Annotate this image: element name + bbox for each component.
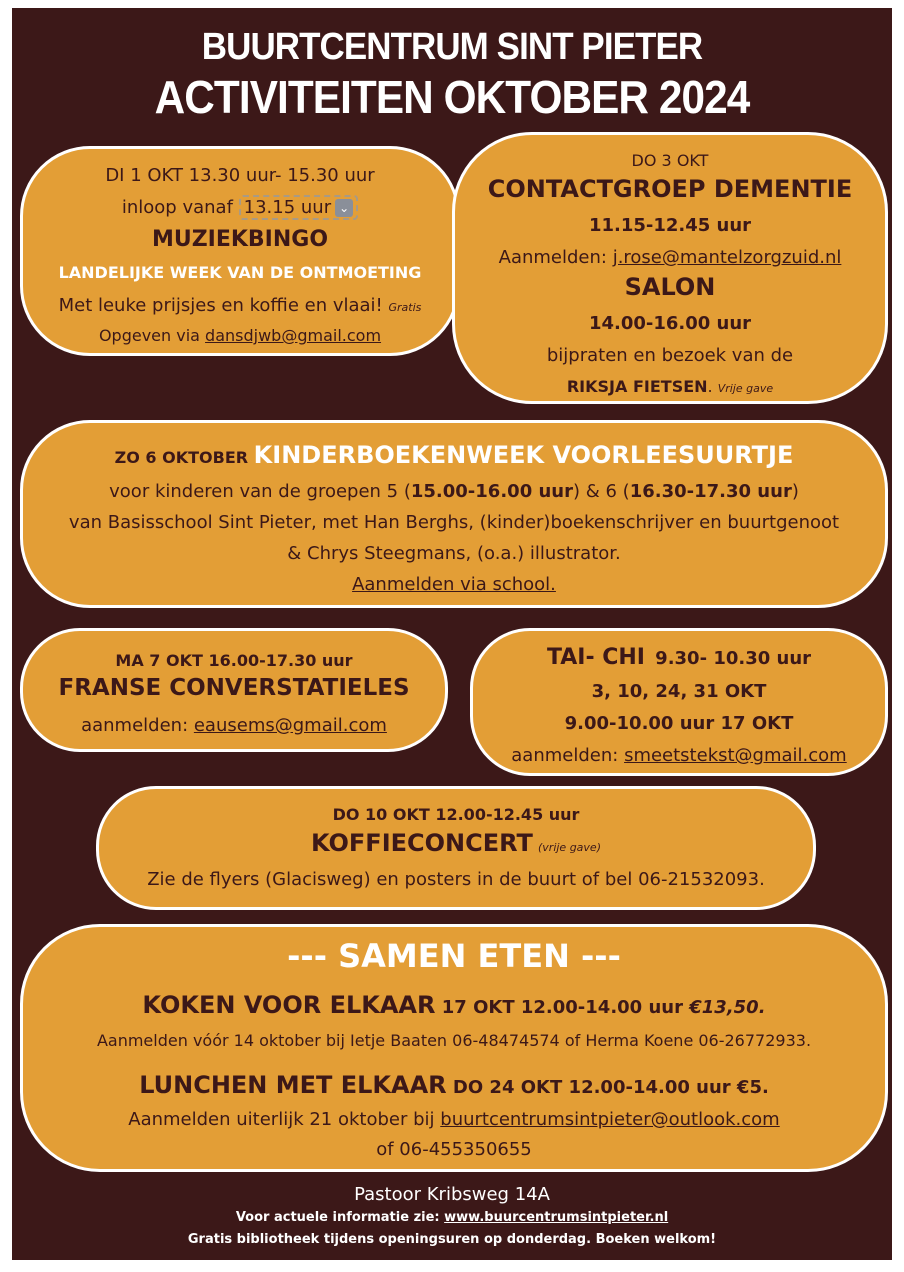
event-description: bijpraten en bezoek van de: [546, 345, 794, 366]
email-link[interactable]: j.rose@mantelzorgzuid.nl: [612, 247, 842, 268]
event-tai-chi: [470, 628, 888, 776]
signup-line: [455, 247, 885, 268]
koken-line: [23, 991, 885, 1019]
event-header-line: [99, 829, 813, 857]
event-kinderboekenweek: [20, 420, 888, 608]
header-title: BUURTCENTRUM SINT PIETER: [201, 26, 703, 68]
event-date: ZO 6 OKTOBER: [114, 448, 254, 467]
email-link[interactable]: eausems@gmail.com: [193, 715, 387, 736]
koken-time: 17 OKT 12.00-14.00 uur: [435, 997, 690, 1018]
event-franse-les: [20, 628, 448, 752]
signup-label: aanmelden:: [511, 745, 625, 766]
footer-info: [0, 1210, 904, 1225]
event-date: DO 10 OKT 12.00-12.45 uur: [332, 805, 580, 824]
school-line: van Basisschool Sint Pieter, met Han Berghs, (kinder)boekenschrijver en buurtgenoot: [68, 512, 840, 533]
event-title: FRANSE CONVERSTATIELES: [58, 675, 410, 701]
lunch-time: DO 24 OKT 12.00-14.00 uur €5.: [446, 1077, 769, 1098]
website-link[interactable]: www.buurcentrumsintpieter.nl: [444, 1210, 669, 1225]
event-title: TAI- CHI: [546, 645, 645, 670]
event-title-2: SALON: [624, 273, 716, 301]
signup-line: [23, 715, 445, 736]
lunch-signup-label: Aanmelden uiterlijk 21 oktober bij: [128, 1109, 441, 1130]
event-koffieconcert: [96, 786, 816, 910]
signup-label: aanmelden:: [81, 715, 194, 736]
event-days: 3, 10, 24, 31 OKT: [591, 681, 767, 702]
signup-line: [473, 745, 885, 766]
signup-label: Opgeven via: [98, 326, 206, 345]
event-header-line: [23, 441, 885, 469]
header-subtitle: ACTIVITEITEN OKTOBER 2024: [154, 71, 750, 123]
event-description: Zie de flyers (Glacisweg) en posters in de buurt of bel 06-21532093.: [147, 869, 765, 890]
event-date: DI 1 OKT 13.30 uur- 15.30 uur: [105, 165, 375, 186]
inloop-line: [23, 197, 457, 218]
dot: .: [707, 377, 718, 396]
signup-link[interactable]: Aanmelden via school.: [352, 574, 556, 595]
email-link[interactable]: smeetstekst@gmail.com: [624, 745, 847, 766]
event-title: KINDERBOEKENWEEK VOORLEESUURTJE: [253, 441, 794, 469]
event-title: CONTACTGROEP DEMENTIE: [487, 175, 853, 203]
footer-address: Pastoor Kribsweg 14A: [354, 1184, 550, 1205]
lunch-phone: of 06-455350655: [376, 1139, 532, 1160]
lunch-line: [23, 1071, 885, 1099]
event-time: 11.15-12.45 uur: [588, 215, 752, 236]
inloop-label: inloop vanaf: [121, 197, 239, 218]
event-title: MUZIEKBINGO: [151, 227, 329, 252]
koken-price: €13,50.: [689, 997, 766, 1018]
chevron-down-icon[interactable]: ⌄: [335, 199, 353, 217]
description-text: Met leuke prijsjes en koffie en vlaai!: [58, 295, 383, 316]
event-subtitle: LANDELIJKE WEEK VAN DE ONTMOETING: [58, 263, 422, 282]
event-date: MA 7 OKT 16.00-17.30 uur: [115, 651, 353, 670]
koken-title: KOKEN VOOR ELKAAR: [142, 991, 436, 1019]
signup-label: Aanmelden:: [498, 247, 613, 268]
illustrator-line: & Chrys Steegmans, (o.a.) illustrator.: [287, 543, 621, 564]
koken-signup: Aanmelden vóór 14 oktober bij Ietje Baaten 06-48474574 of Herma Koene 06-26772933.: [96, 1031, 812, 1050]
lunch-signup: [23, 1109, 885, 1130]
email-link[interactable]: dansdjwb@gmail.com: [205, 326, 382, 345]
inloop-time: 13.15 uur: [243, 197, 332, 218]
groups-line: voor kinderen van de groepen 5 (15.00-16.00 uur) & 6 (16.30-17.30 uur): [109, 481, 799, 502]
event-title: KOFFIECONCERT: [310, 829, 533, 857]
lunch-title: LUNCHEN MET ELKAAR: [139, 1071, 447, 1099]
signup-line: [23, 326, 457, 345]
event-contactgroep: [452, 132, 888, 404]
info-label: Voor actuele informatie zie:: [235, 1210, 445, 1225]
footer-library: Gratis bibliotheek tijdens openingsuren op donderdag. Boeken welkom!: [187, 1232, 717, 1247]
vrije-gave-label: Vrije gave: [717, 382, 774, 395]
event-description: [23, 295, 457, 316]
riksja-line: [455, 377, 885, 396]
riksja-label: RIKSJA FIETSEN: [566, 377, 708, 396]
email-link[interactable]: buurtcentrumsintpieter@outlook.com: [440, 1109, 780, 1130]
time-dropdown[interactable]: [239, 195, 358, 220]
event-time: 9.30- 10.30 uur: [655, 648, 812, 669]
vrije-gave-label: (vrije gave): [538, 841, 601, 854]
event-time-2: 9.00-10.00 uur 17 OKT: [564, 713, 794, 734]
event-header-line: [473, 645, 885, 670]
event-date: DO 3 OKT: [631, 151, 709, 170]
gratis-label: Gratis: [388, 301, 422, 314]
event-title: --- SAMEN ETEN ---: [287, 937, 621, 975]
event-muziekbingo: [20, 146, 460, 356]
event-time-2: 14.00-16.00 uur: [588, 313, 752, 334]
event-samen-eten: [20, 924, 888, 1172]
